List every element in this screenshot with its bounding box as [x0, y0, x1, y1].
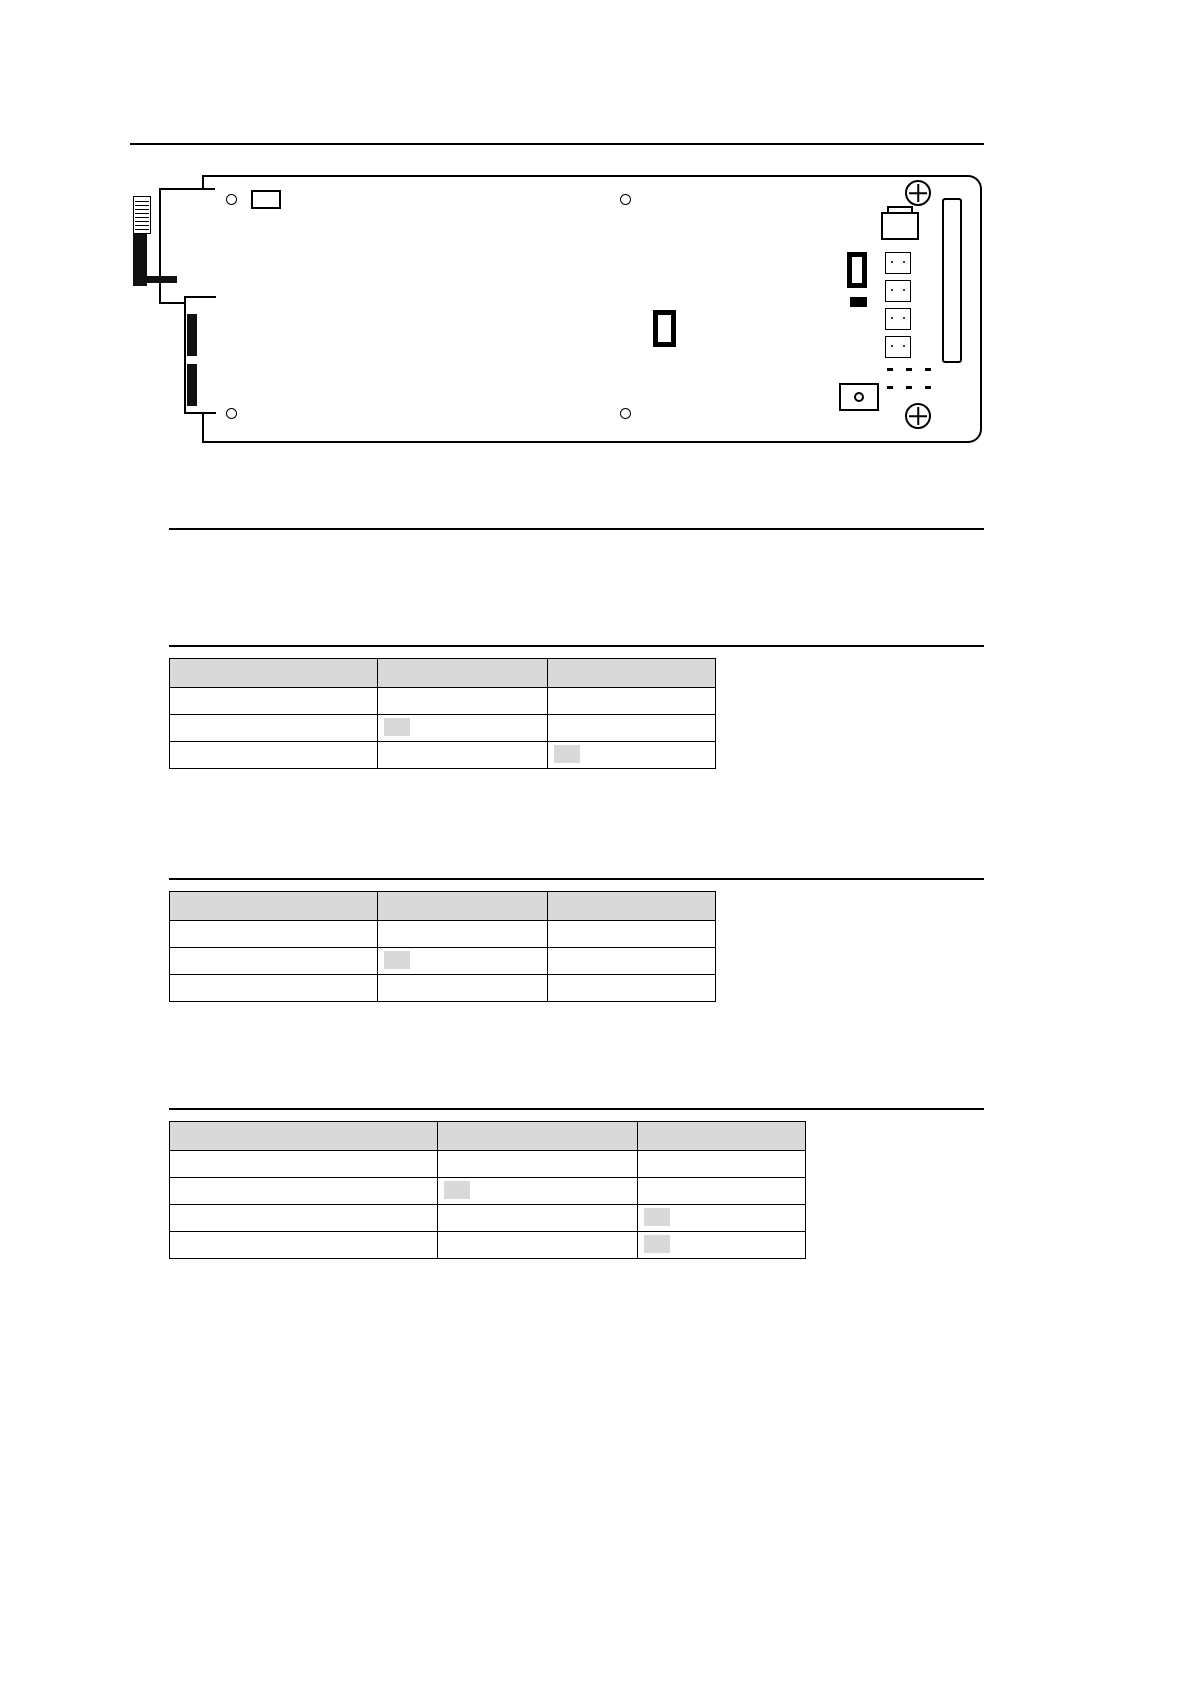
mounting-hole-top-left [226, 194, 237, 205]
table-3-r1c1 [170, 1151, 438, 1178]
mounting-hole-bottom-center [620, 408, 631, 419]
table-3-r4c2 [438, 1232, 638, 1259]
mounting-hole-bottom-left [226, 408, 237, 419]
table-1-r3c1 [170, 742, 378, 769]
small-chip-lower [850, 297, 867, 307]
table-1-r3c3 [548, 742, 716, 769]
board-assembly-figure [130, 168, 990, 458]
mounting-hole-top-center [620, 194, 631, 205]
power-header-latch [887, 206, 913, 214]
table-3-r2c2 [438, 1178, 638, 1205]
table-3 [169, 1121, 806, 1259]
table-3-r2c1 [170, 1178, 438, 1205]
board-to-board-connector-lower [187, 364, 197, 406]
table-row [170, 975, 716, 1002]
table-2-r2c3 [548, 948, 716, 975]
table-1-r2c3 [548, 715, 716, 742]
small-chip-top-left-outline [251, 190, 281, 209]
led-indicator-row-1 [887, 368, 931, 371]
table-2-header-cell-3 [548, 892, 716, 921]
table-2-r3c3 [548, 975, 716, 1002]
captive-screw-bottom-right[interactable] [905, 403, 931, 429]
table-2-r1c1 [170, 921, 378, 948]
table-3-r2c3 [638, 1178, 806, 1205]
table-3-r3c1 [170, 1205, 438, 1232]
table-1-r2c1 [170, 715, 378, 742]
rule-above-table-2 [169, 878, 984, 880]
rule-below-figure [169, 528, 984, 530]
cell-marker [384, 951, 410, 969]
table-2-r2c2 [378, 948, 548, 975]
table-3-header-cell-3 [638, 1122, 806, 1151]
table-2-header-cell-1 [170, 892, 378, 921]
flex-cable-tab [133, 234, 147, 286]
edge-connector [942, 198, 962, 363]
table-3-r4c1 [170, 1232, 438, 1259]
ribbon-cable-connector [133, 196, 151, 234]
table-2-r3c2 [378, 975, 548, 1002]
seam-lower [204, 298, 208, 412]
table-1-r2c2 [378, 715, 548, 742]
board-to-board-connector-upper [187, 314, 197, 356]
cell-marker [644, 1208, 670, 1226]
rule-above-table-3 [169, 1108, 984, 1110]
table-3-r1c3 [638, 1151, 806, 1178]
table-3-r3c2 [438, 1205, 638, 1232]
table-1-r1c3 [548, 688, 716, 715]
cell-marker [554, 745, 580, 763]
table-row [170, 1205, 806, 1232]
push-button[interactable] [839, 383, 879, 411]
cell-marker [644, 1235, 670, 1253]
table-1-r1c2 [378, 688, 548, 715]
table-row [170, 1178, 806, 1205]
table-3-r1c2 [438, 1151, 638, 1178]
pin-header-3 [885, 308, 911, 330]
flex-cable-lead [147, 276, 177, 283]
rule-above-table-1 [169, 645, 984, 647]
table-row [170, 1232, 806, 1259]
pin-header-2 [885, 280, 911, 302]
table-2 [169, 891, 716, 1002]
pin-header-1 [885, 252, 911, 274]
table-2-header-cell-2 [378, 892, 548, 921]
power-header [881, 212, 919, 240]
table-2-r1c3 [548, 921, 716, 948]
table-1-header-cell-2 [378, 659, 548, 688]
small-chip-upper [847, 252, 867, 288]
table-row [170, 742, 716, 769]
table-3-header-cell-2 [438, 1122, 638, 1151]
rule-top [130, 143, 984, 145]
center-chip [653, 310, 676, 347]
led-indicator-row-2 [887, 386, 931, 389]
captive-screw-top-right[interactable] [905, 180, 931, 206]
table-3-header-row [170, 1122, 806, 1151]
pin-header-4 [885, 336, 911, 358]
table-1-header-cell-1 [170, 659, 378, 688]
table-row [170, 715, 716, 742]
table-2-r1c2 [378, 921, 548, 948]
table-row [170, 1151, 806, 1178]
table-3-r3c3 [638, 1205, 806, 1232]
table-1-r3c2 [378, 742, 548, 769]
table-1 [169, 658, 716, 769]
table-3-header-cell-1 [170, 1122, 438, 1151]
table-1-header-cell-3 [548, 659, 716, 688]
table-2-header-row [170, 892, 716, 921]
table-3-r4c3 [638, 1232, 806, 1259]
table-row [170, 921, 716, 948]
table-1-r1c1 [170, 688, 378, 715]
table-2-r3c1 [170, 975, 378, 1002]
table-1-header-row [170, 659, 716, 688]
cell-marker [384, 718, 410, 736]
table-2-r2c1 [170, 948, 378, 975]
table-row [170, 948, 716, 975]
cell-marker [444, 1181, 470, 1199]
seam-upper [204, 190, 208, 302]
table-row [170, 688, 716, 715]
